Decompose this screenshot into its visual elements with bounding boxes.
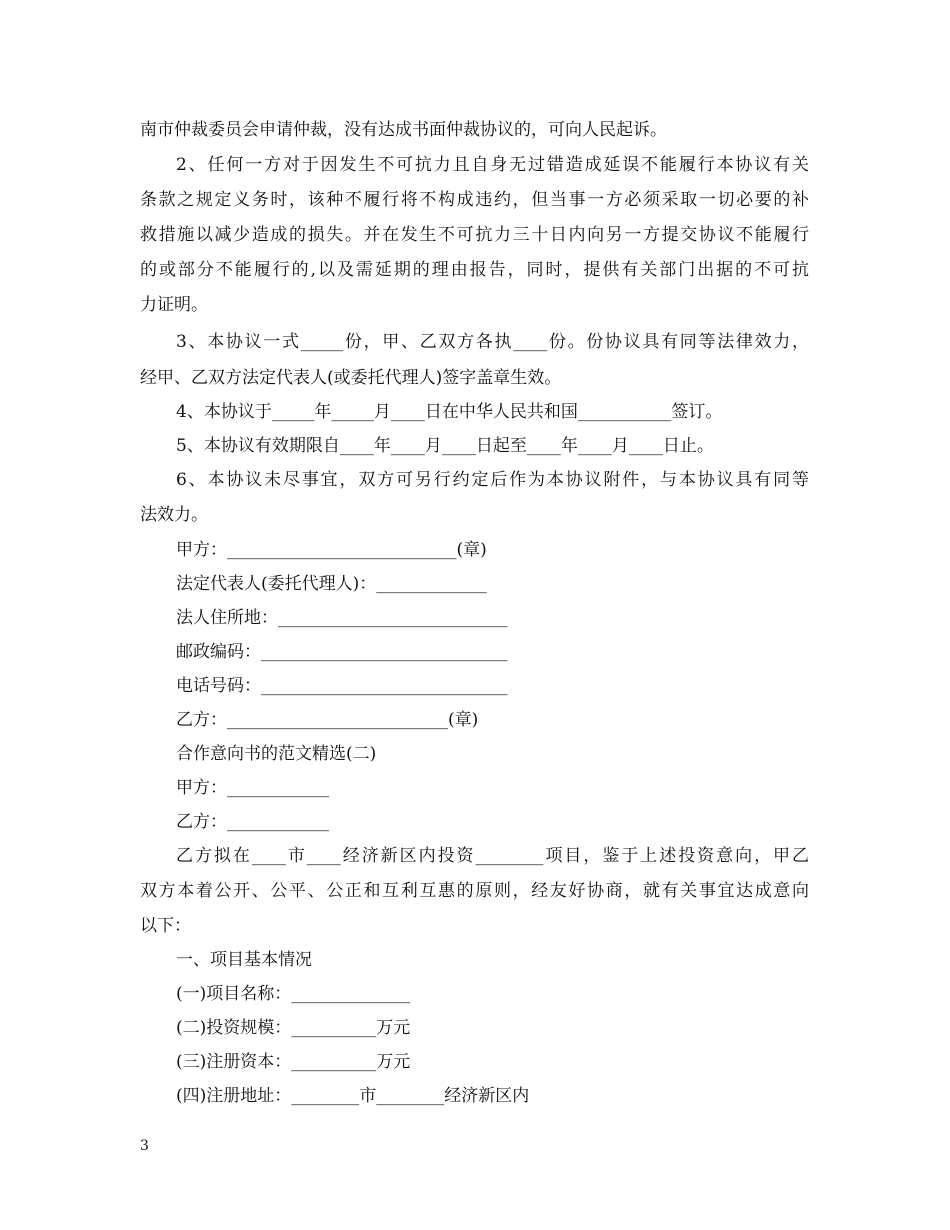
registered-capital-line: (三)注册资本：__________万元 — [176, 1052, 411, 1072]
party-b-signature-line: 乙方：__________________________(章) — [176, 710, 479, 730]
paragraph-line: 6、本协议未尽事宜，双方可另行约定后作为本协议附件，与本协议具有同等 — [176, 470, 809, 490]
party-b-line: 乙方：____________ — [176, 812, 329, 832]
project-name-line: (一)项目名称：______________ — [176, 984, 411, 1004]
paragraph-line: 乙方拟在____市____经济新区内投资________项目，鉴于上述投资意向，甲乙 — [176, 846, 809, 866]
paragraph-line: 双方本着公开、公平、公正和互利互惠的原则，经友好协商，就有关事宜达成意向 — [140, 881, 809, 901]
legal-address-line: 法人住所地：___________________________ — [176, 608, 508, 628]
section-title: 合作意向书的范文精选(二) — [176, 744, 377, 764]
registered-address-line: (四)注册地址：________市________经济新区内 — [176, 1086, 530, 1106]
paragraph-line: 经甲、乙双方法定代表人(或委托代理人)签字盖章生效。 — [140, 368, 562, 388]
paragraph-line: 4、本协议于_____年_____月____日在中华人民共和国___________签订。 — [176, 402, 723, 422]
paragraph-line: 条款之规定义务时，该种不履行将不构成违约，但当事一方必须采取一切必要的补 — [140, 190, 809, 210]
paragraph-line: 5、本协议有效期限自____年____月____日起至____年____月____日止。 — [176, 436, 714, 456]
paragraph-line: 力证明。 — [140, 295, 208, 315]
phone-number-line: 电话号码：_____________________________ — [176, 676, 508, 696]
paragraph-line: 2、任何一方对于因发生不可抗力且自身无过错造成延误不能履行本协议有关 — [176, 155, 809, 175]
legal-representative-line: 法定代表人(委托代理人)：_____________ — [176, 574, 487, 594]
paragraph-line: 3、本协议一式_____份，甲、乙双方各执____份。份协议具有同等法律效力， — [176, 332, 809, 352]
paragraph-line: 救措施以减少造成的损失。并在发生不可抗力三十日内向另一方提交协议不能履行 — [140, 225, 809, 245]
party-a-signature-line: 甲方：___________________________(章) — [176, 540, 487, 560]
paragraph-line: 的或部分不能履行的,以及需延期的理由报告，同时，提供有关部门出据的不可抗 — [140, 260, 809, 280]
party-a-line: 甲方：____________ — [176, 778, 329, 798]
page-number: 3 — [140, 1138, 149, 1154]
postal-code-line: 邮政编码：_____________________________ — [176, 642, 508, 662]
paragraph-line: 法效力。 — [140, 505, 208, 525]
paragraph-line: 以下： — [140, 916, 191, 936]
section-heading: 一、项目基本情况 — [176, 950, 312, 970]
investment-scale-line: (二)投资规模：__________万元 — [176, 1018, 411, 1038]
paragraph-line: 南市仲裁委员会申请仲裁，没有达成书面仲裁协议的，可向人民起诉。 — [140, 120, 667, 140]
